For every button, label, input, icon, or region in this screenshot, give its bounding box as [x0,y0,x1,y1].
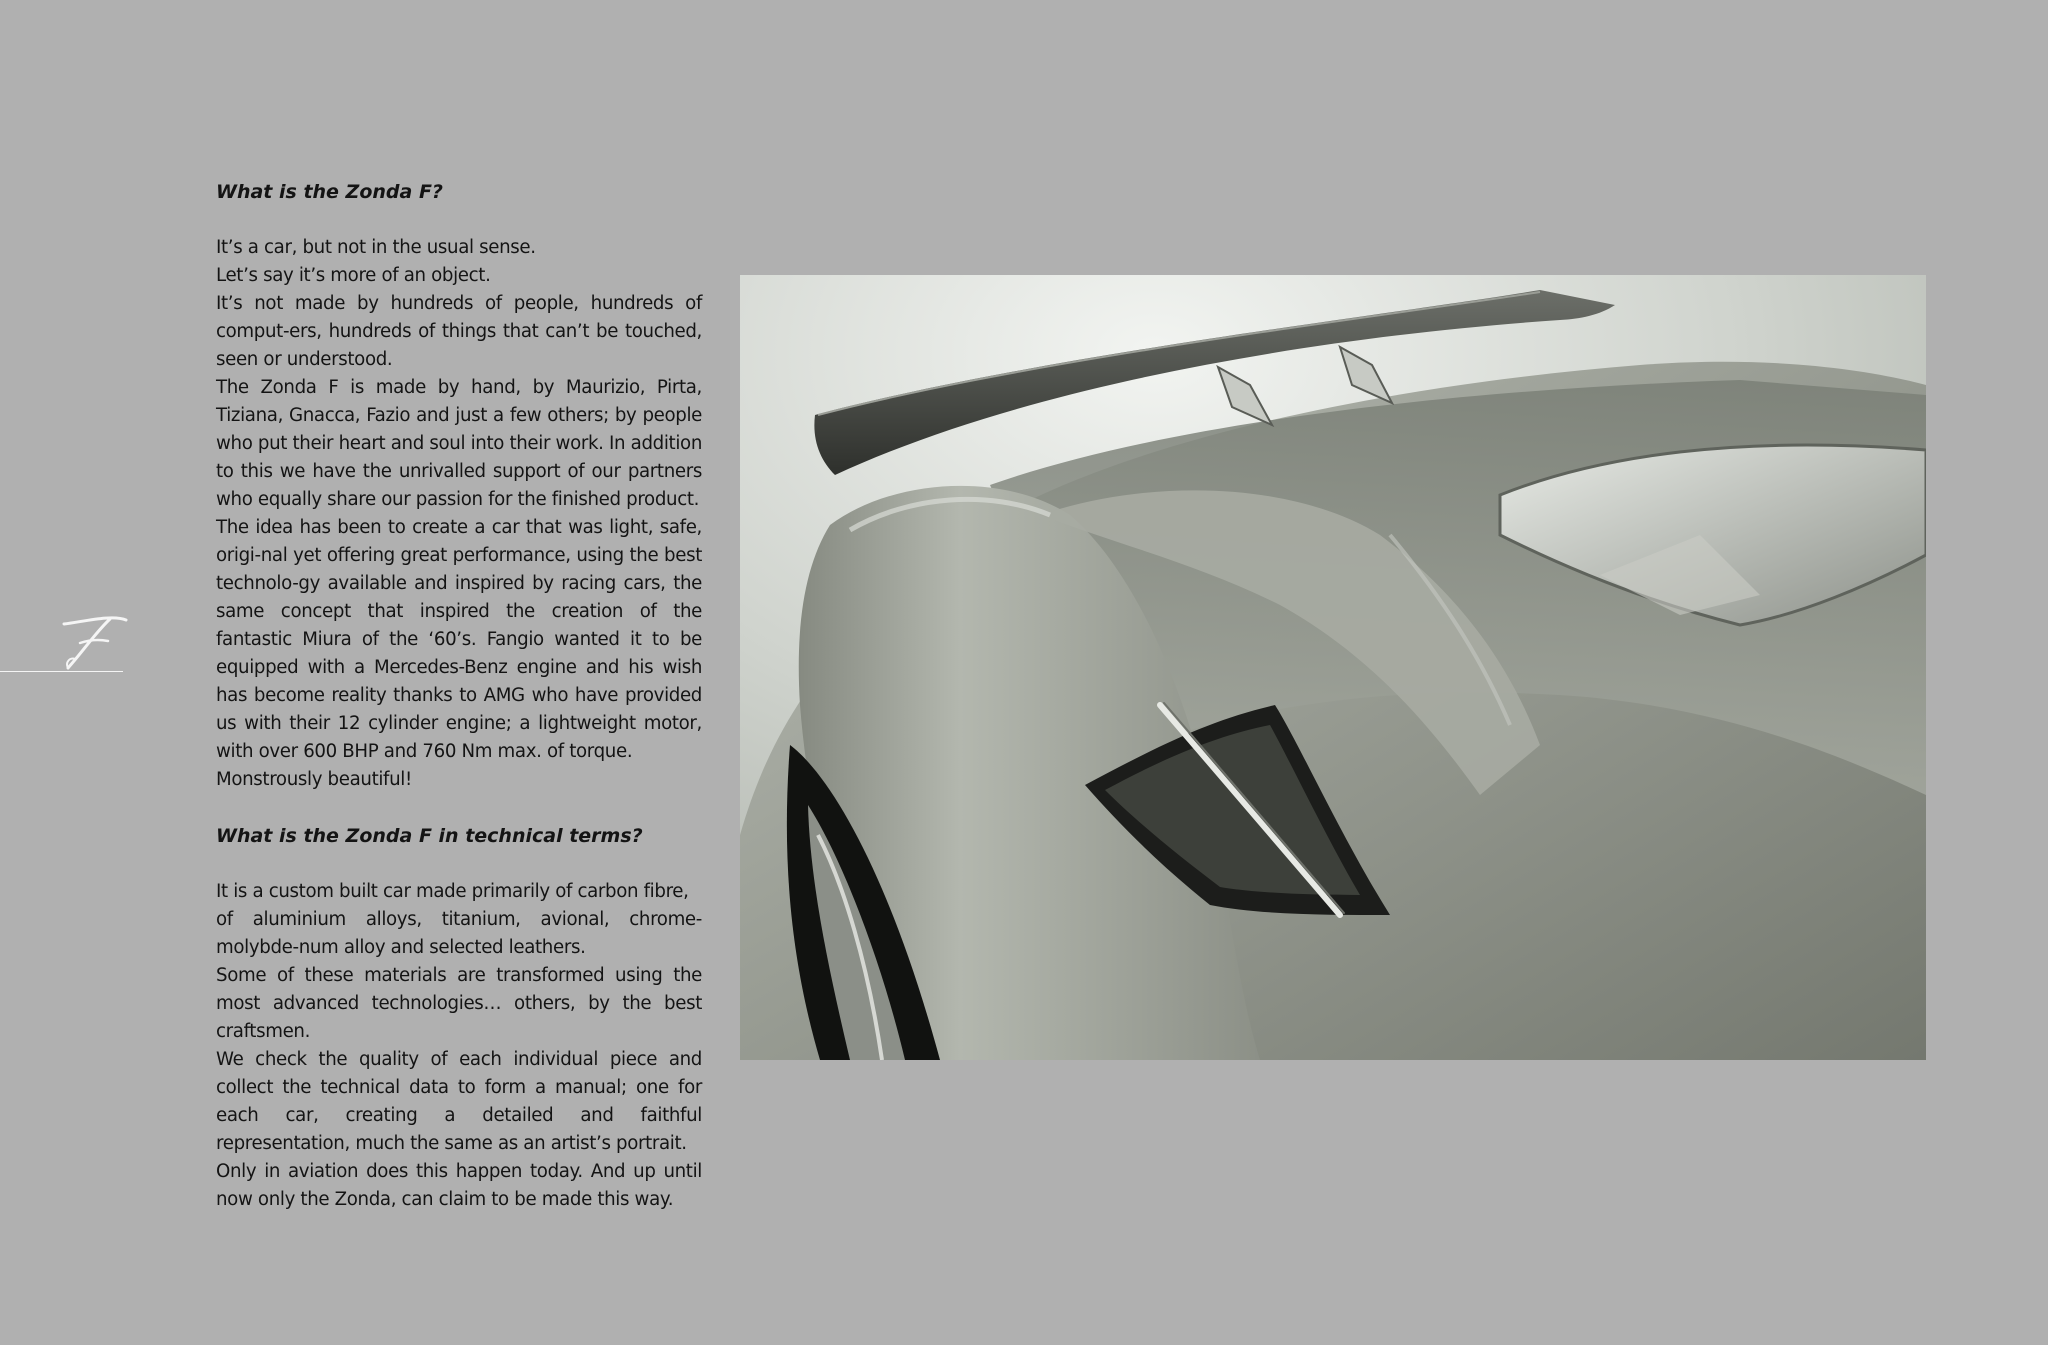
paragraph: The idea has been to create a car that was light, safe, origi-nal yet offering great performance, using the best technolo-gy available and inspired by racing cars, the same concept that inspired the creation of the fantastic Miura of the ‘60’s. Fangio wanted it to be equipped with a Mercedes-Benz engine and his wish has become reality thanks to AMG who have provided us with their 12 cylinder engine; a lightweight motor, with over 600 BHP and 760 Nm max. of torque. [216,517,702,762]
zonda-f-logo-icon [58,610,136,670]
paragraph: It’s a car, but not in the usual sense. [216,237,536,258]
paragraph: Some of these materials are transformed using the most advanced technologies… others, by the best craftsmen. [216,965,702,1042]
car-photo [740,275,1926,1060]
paragraph: It is a custom built car made primarily of carbon fibre, [216,881,689,902]
paragraph: It’s not made by hundreds of people, hundreds of comput-ers, hundreds of things that can’t be touched, seen or understood. [216,293,702,370]
section-heading-what-is: What is the Zonda F? [216,181,443,203]
paragraph: The Zonda F is made by hand, by Maurizio, Pirta, Tiziana, Gnacca, Fazio and just a few others; by people who put their heart and soul into their work. In addition to this we have the unrivalled support of our partners who equally share our passion for the finished product. [216,377,702,510]
paragraph: Monstrously beautiful! [216,769,412,790]
logo-divider-line [0,671,123,672]
paragraph: We check the quality of each individual piece and collect the technical data to form a manual; one for each car, creating a detailed and faithful representation, much the same as an artist’s portrait. [216,1049,702,1154]
paragraph: Let’s say it’s more of an object. [216,265,491,286]
text-column [216,178,702,1214]
section-heading-technical: What is the Zonda F in technical terms? [216,825,643,847]
paragraph: Only in aviation does this happen today. And up until now only the Zonda, can claim to be made this way. [216,1161,702,1210]
paragraph: of aluminium alloys, titanium, avional, chrome-molybde-num alloy and selected leathers. [216,909,702,958]
